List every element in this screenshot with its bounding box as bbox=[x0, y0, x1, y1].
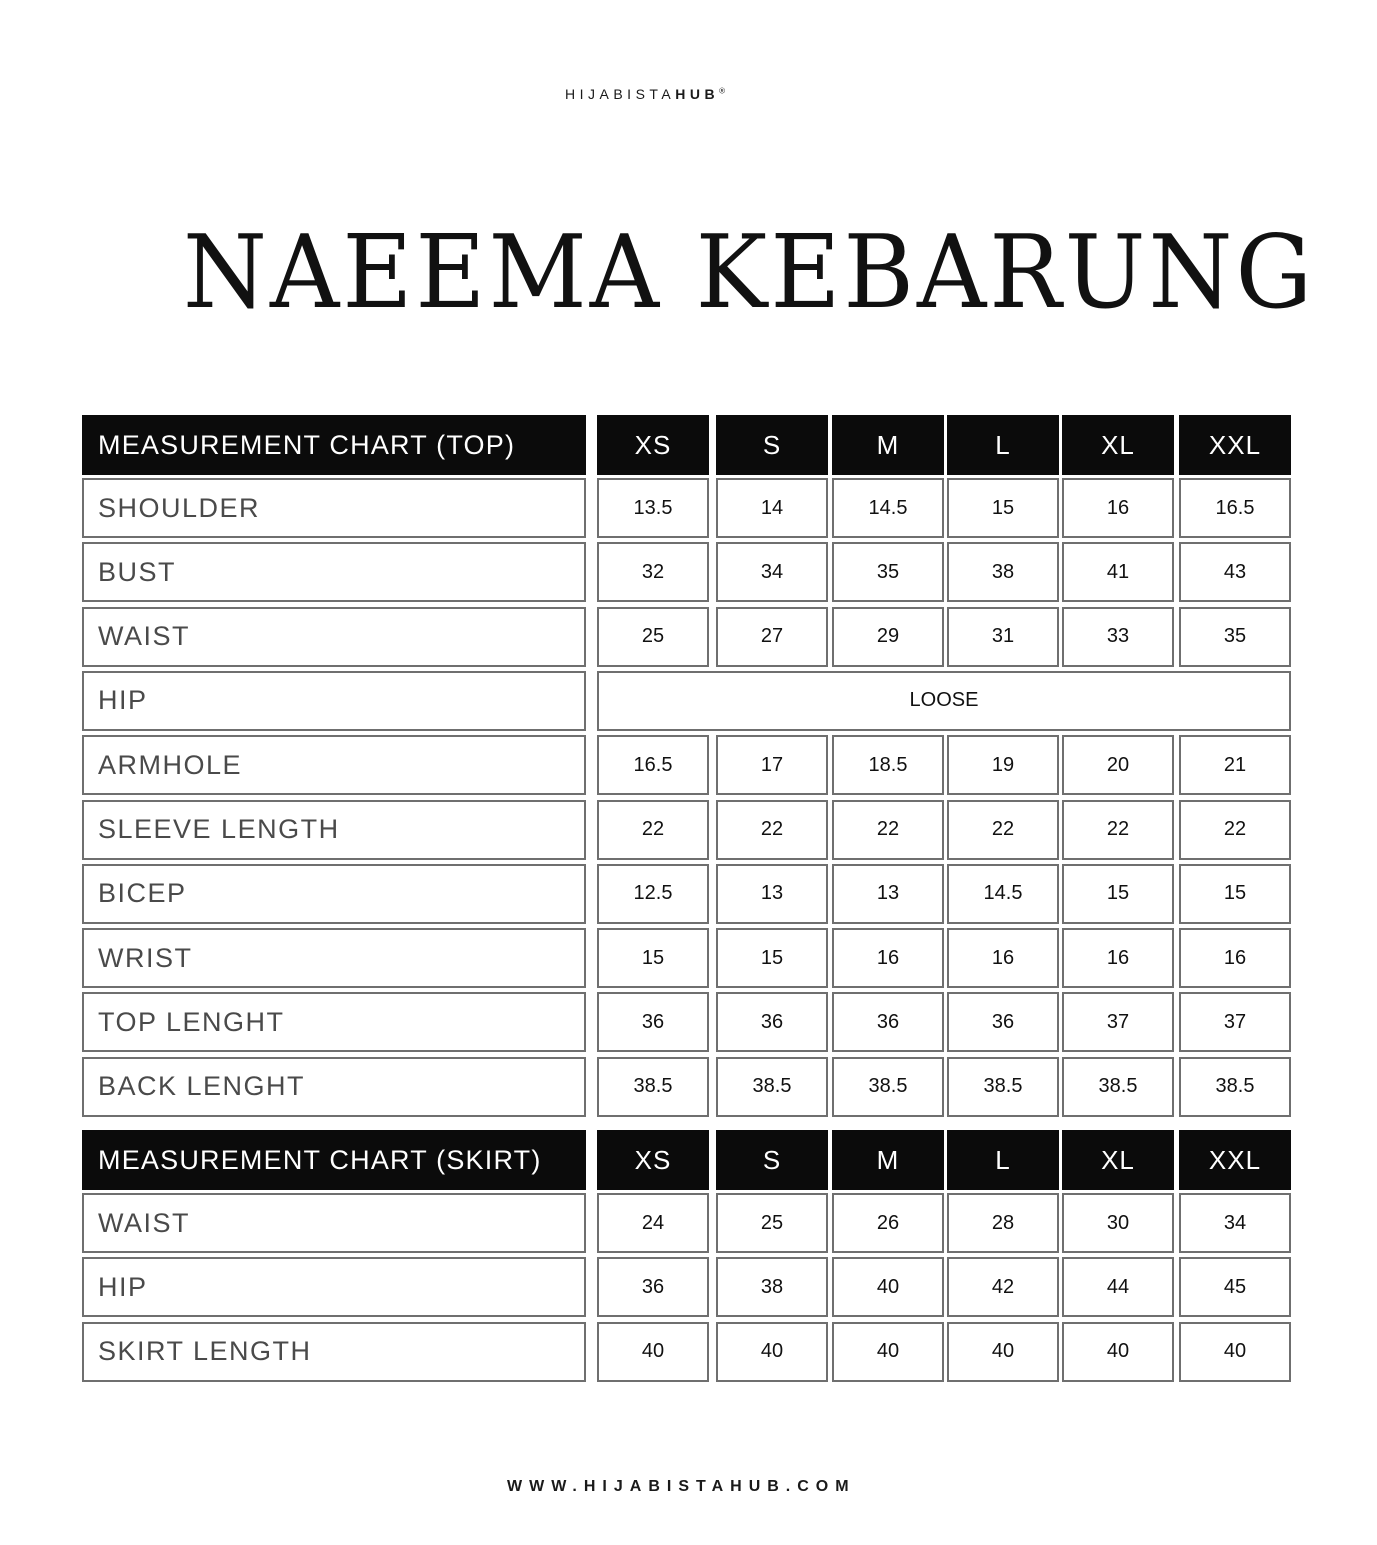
value-cell-l: 16 bbox=[947, 928, 1059, 988]
value-cell-l: 36 bbox=[947, 992, 1059, 1052]
value-cell-l: 14.5 bbox=[947, 864, 1059, 924]
value-cell-m: 18.5 bbox=[832, 735, 944, 795]
chart-header-label: MEASUREMENT CHART (SKIRT) bbox=[82, 1130, 586, 1190]
value-cell-xl: 22 bbox=[1062, 800, 1174, 860]
value-cell-m: 36 bbox=[832, 992, 944, 1052]
value-cell-l: 15 bbox=[947, 478, 1059, 538]
table-row bbox=[82, 542, 1294, 602]
value-cell-xxl: 16.5 bbox=[1179, 478, 1291, 538]
value-cell-xs: 36 bbox=[597, 1257, 709, 1317]
chart-header-label: MEASUREMENT CHART (TOP) bbox=[82, 415, 586, 475]
value-cell-l: 38 bbox=[947, 542, 1059, 602]
size-header-xxl: XXL bbox=[1179, 415, 1291, 475]
value-cell-s: 14 bbox=[716, 478, 828, 538]
value-cell-xxl: 35 bbox=[1179, 607, 1291, 667]
value-cell-l: 42 bbox=[947, 1257, 1059, 1317]
value-cell-s: 38.5 bbox=[716, 1057, 828, 1117]
measurement-label: SLEEVE LENGTH bbox=[82, 800, 586, 860]
value-cell-xl: 41 bbox=[1062, 542, 1174, 602]
value-cell-xl: 33 bbox=[1062, 607, 1174, 667]
measurement-label: HIP bbox=[82, 1257, 586, 1317]
value-cell-l: 22 bbox=[947, 800, 1059, 860]
chart-header-row bbox=[82, 415, 1294, 475]
product-title: NAEEMA KEBARUNG bbox=[183, 213, 1316, 332]
value-cell-xl: 20 bbox=[1062, 735, 1174, 795]
value-cell-xs: 25 bbox=[597, 607, 709, 667]
value-cell-xl: 44 bbox=[1062, 1257, 1174, 1317]
value-cell-l: 40 bbox=[947, 1322, 1059, 1382]
value-cell-xs: 40 bbox=[597, 1322, 709, 1382]
size-header-xs: XS bbox=[597, 1130, 709, 1190]
size-header-xl: XL bbox=[1062, 415, 1174, 475]
measurement-label: TOP LENGHT bbox=[82, 992, 586, 1052]
value-cell-m: 16 bbox=[832, 928, 944, 988]
value-cell-m: 40 bbox=[832, 1257, 944, 1317]
value-cell-xl: 16 bbox=[1062, 928, 1174, 988]
measurement-label: WAIST bbox=[82, 607, 586, 667]
value-cell-xxl: 38.5 bbox=[1179, 1057, 1291, 1117]
value-cell-xl: 16 bbox=[1062, 478, 1174, 538]
value-cell-s: 17 bbox=[716, 735, 828, 795]
value-cell-xl: 38.5 bbox=[1062, 1057, 1174, 1117]
value-cell-xs: 13.5 bbox=[597, 478, 709, 538]
value-cell-xs: 38.5 bbox=[597, 1057, 709, 1117]
size-header-l: L bbox=[947, 1130, 1059, 1190]
table-row bbox=[82, 735, 1294, 795]
value-cell-xs: 22 bbox=[597, 800, 709, 860]
value-cell-xxl: 45 bbox=[1179, 1257, 1291, 1317]
value-cell-xxl: 40 bbox=[1179, 1322, 1291, 1382]
value-cell-s: 27 bbox=[716, 607, 828, 667]
value-cell-s: 22 bbox=[716, 800, 828, 860]
table-row bbox=[82, 607, 1294, 667]
value-cell-s: 15 bbox=[716, 928, 828, 988]
value-cell-l: 31 bbox=[947, 607, 1059, 667]
value-cell-xs: 15 bbox=[597, 928, 709, 988]
size-header-s: S bbox=[716, 415, 828, 475]
value-cell-m: 35 bbox=[832, 542, 944, 602]
size-header-m: M bbox=[832, 415, 944, 475]
value-cell-s: 13 bbox=[716, 864, 828, 924]
size-header-xs: XS bbox=[597, 415, 709, 475]
table-row bbox=[82, 1193, 1294, 1253]
value-cell-xs: 32 bbox=[597, 542, 709, 602]
value-cell-xxl: 37 bbox=[1179, 992, 1291, 1052]
value-cell-s: 34 bbox=[716, 542, 828, 602]
merged-value-cell: LOOSE bbox=[597, 671, 1291, 731]
value-cell-m: 26 bbox=[832, 1193, 944, 1253]
measurement-label: HIP bbox=[82, 671, 586, 731]
value-cell-m: 13 bbox=[832, 864, 944, 924]
table-row bbox=[82, 1322, 1294, 1382]
value-cell-xxl: 16 bbox=[1179, 928, 1291, 988]
value-cell-xl: 30 bbox=[1062, 1193, 1174, 1253]
measurement-label: BICEP bbox=[82, 864, 586, 924]
value-cell-xxl: 15 bbox=[1179, 864, 1291, 924]
website-url: WWW.HIJABISTAHUB.COM bbox=[507, 1478, 856, 1495]
value-cell-l: 28 bbox=[947, 1193, 1059, 1253]
table-row bbox=[82, 992, 1294, 1052]
table-row bbox=[82, 671, 1294, 731]
table-row bbox=[82, 1057, 1294, 1117]
table-row bbox=[82, 1257, 1294, 1317]
value-cell-xs: 12.5 bbox=[597, 864, 709, 924]
value-cell-xs: 36 bbox=[597, 992, 709, 1052]
value-cell-m: 40 bbox=[832, 1322, 944, 1382]
brand-logo-light: HIJABISTA bbox=[565, 86, 676, 102]
value-cell-m: 14.5 bbox=[832, 478, 944, 538]
value-cell-xl: 37 bbox=[1062, 992, 1174, 1052]
size-header-xxl: XXL bbox=[1179, 1130, 1291, 1190]
value-cell-s: 38 bbox=[716, 1257, 828, 1317]
brand-logo-bold: HUB bbox=[675, 86, 720, 102]
brand-logo bbox=[565, 86, 725, 102]
value-cell-s: 36 bbox=[716, 992, 828, 1052]
value-cell-xxl: 34 bbox=[1179, 1193, 1291, 1253]
size-header-m: M bbox=[832, 1130, 944, 1190]
measurement-label: BACK LENGHT bbox=[82, 1057, 586, 1117]
value-cell-xxl: 43 bbox=[1179, 542, 1291, 602]
measurement-label: WAIST bbox=[82, 1193, 586, 1253]
value-cell-xs: 16.5 bbox=[597, 735, 709, 795]
value-cell-m: 22 bbox=[832, 800, 944, 860]
value-cell-l: 38.5 bbox=[947, 1057, 1059, 1117]
measurement-label: BUST bbox=[82, 542, 586, 602]
value-cell-xl: 40 bbox=[1062, 1322, 1174, 1382]
value-cell-xs: 24 bbox=[597, 1193, 709, 1253]
measurement-label: ARMHOLE bbox=[82, 735, 586, 795]
measurement-label: WRIST bbox=[82, 928, 586, 988]
value-cell-xxl: 21 bbox=[1179, 735, 1291, 795]
size-header-xl: XL bbox=[1062, 1130, 1174, 1190]
table-row bbox=[82, 800, 1294, 860]
value-cell-m: 29 bbox=[832, 607, 944, 667]
value-cell-xxl: 22 bbox=[1179, 800, 1291, 860]
value-cell-m: 38.5 bbox=[832, 1057, 944, 1117]
size-header-s: S bbox=[716, 1130, 828, 1190]
value-cell-l: 19 bbox=[947, 735, 1059, 795]
table-row bbox=[82, 478, 1294, 538]
size-header-l: L bbox=[947, 415, 1059, 475]
measurement-label: SHOULDER bbox=[82, 478, 586, 538]
chart-header-row bbox=[82, 1130, 1294, 1190]
table-row bbox=[82, 928, 1294, 988]
table-row bbox=[82, 864, 1294, 924]
value-cell-s: 40 bbox=[716, 1322, 828, 1382]
registered-mark: ® bbox=[719, 86, 726, 96]
measurement-label: SKIRT LENGTH bbox=[82, 1322, 586, 1382]
value-cell-s: 25 bbox=[716, 1193, 828, 1253]
value-cell-xl: 15 bbox=[1062, 864, 1174, 924]
